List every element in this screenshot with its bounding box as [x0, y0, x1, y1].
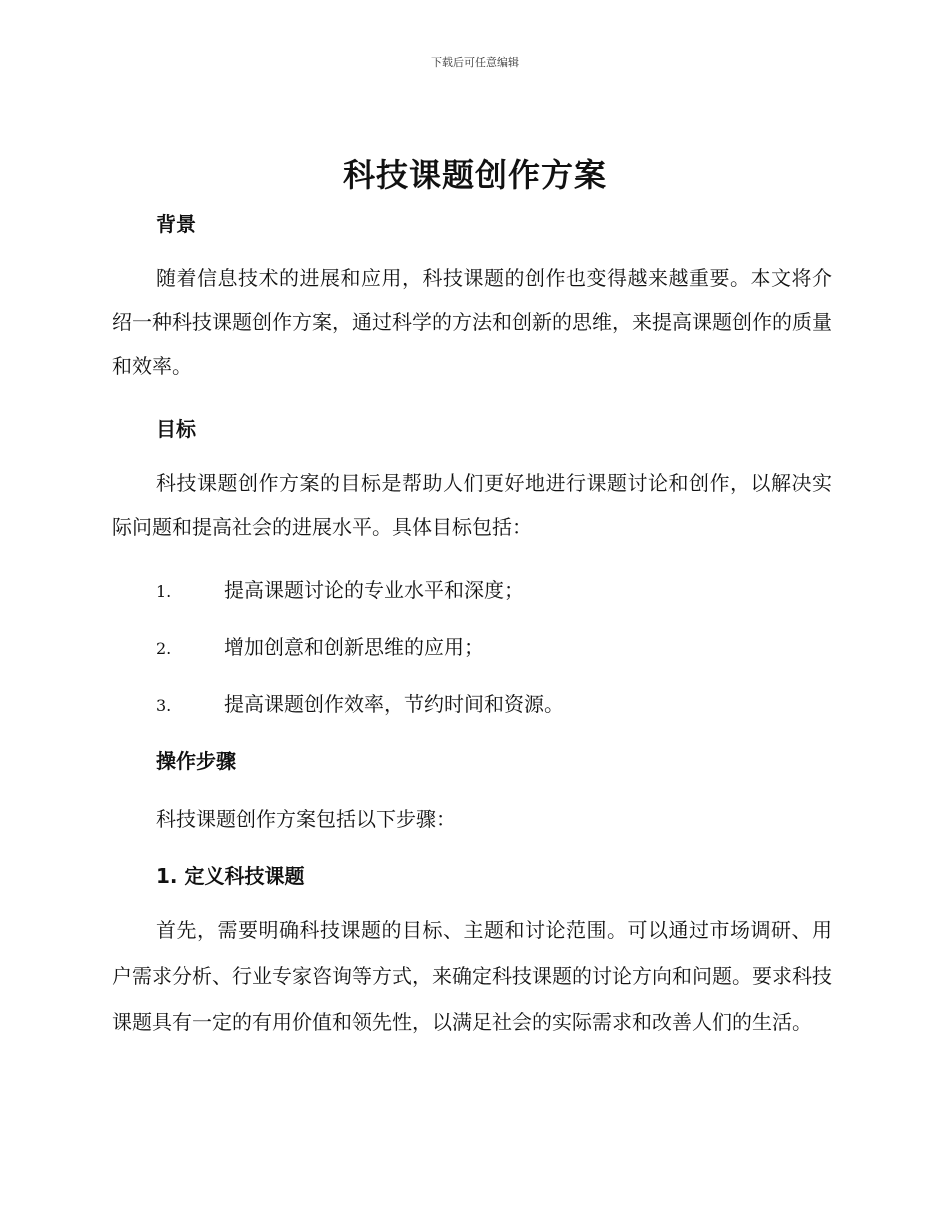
section-heading-goals: 目标 [156, 417, 196, 441]
section-heading-background: 背景 [156, 212, 196, 236]
goal-list-item [156, 574, 524, 603]
list-text: 提高课题讨论的专业水平和深度； [224, 578, 524, 602]
step1-paragraph: 首先，需要明确科技课题的目标、主题和讨论范围。可以通过市场调研、用户需求分析、行业专家咨询等方式，来确定科技课题的讨论方向和问题。要求科技课题具有一定的有用价值和领先性，以满足社会的实际需求和改善人们的生活。 [112, 918, 832, 1034]
goal-list-item [156, 631, 484, 660]
document-title: 科技课题创作方案 [342, 156, 607, 194]
background-paragraph: 随着信息技术的进展和应用，科技课题的创作也变得越来越重要。本文将介绍一种科技课题创作方案，通过科学的方法和创新的思维，来提高课题创作的质量和效率。 [112, 266, 832, 378]
steps-intro: 科技课题创作方案包括以下步骤： [156, 807, 456, 831]
list-number: 2. [156, 639, 172, 658]
list-number: 3. [156, 696, 172, 715]
header-note: 下载后可任意编辑 [431, 56, 519, 69]
list-text: 提高课题创作效率，节约时间和资源。 [224, 692, 564, 716]
list-text: 增加创意和创新思维的应用； [224, 635, 484, 659]
list-number: 1. [156, 582, 172, 601]
goal-list-item [156, 688, 564, 717]
goals-paragraph: 科技课题创作方案的目标是帮助人们更好地进行课题讨论和创作，以解决实际问题和提高社会的进展水平。具体目标包括： [112, 471, 832, 539]
section-heading-steps: 操作步骤 [156, 749, 236, 773]
step1-heading: 1. 定义科技课题 [156, 864, 305, 888]
